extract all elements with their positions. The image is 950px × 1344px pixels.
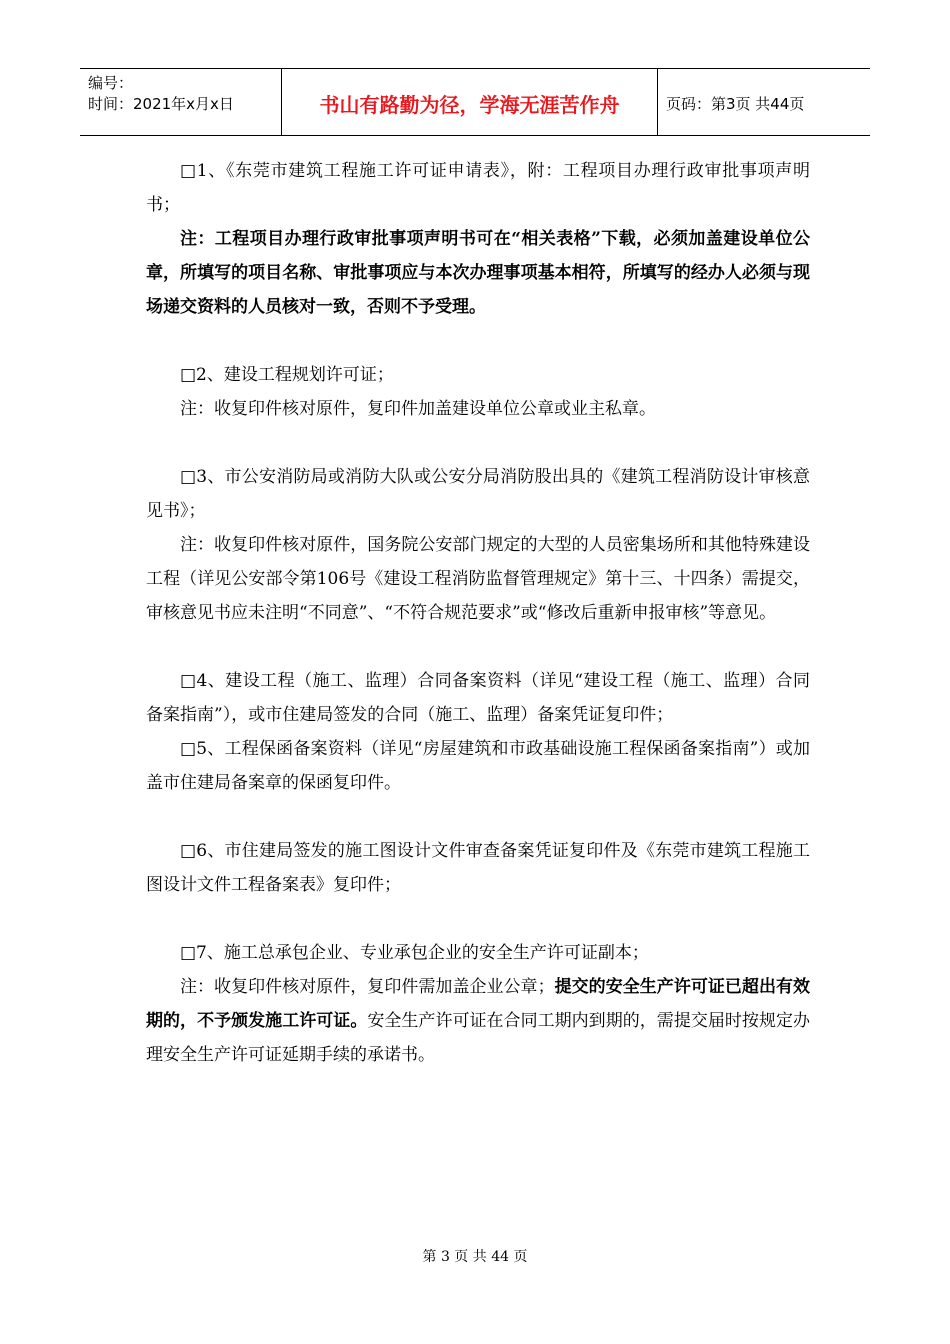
spacer: [146, 426, 810, 460]
item-2: □2、建设工程规划许可证；: [180, 365, 394, 385]
spacer: [146, 800, 810, 834]
header-page-label: 页码：第3页 共44页: [666, 94, 805, 113]
page-header: [80, 68, 870, 136]
item-4: □4、建设工程（施工、监理）合同备案资料（详见“建设工程（施工、监理）合同备案指南”），或市住建局签发的合同（施工、监理）备案凭证复印件；: [146, 671, 810, 725]
header-meta: [80, 69, 282, 135]
item-1: □1、《东莞市建筑工程施工许可证申请表》，附：工程项目办理行政审批事项声明书；: [146, 161, 810, 215]
item-7-note-b: 提交的安全生产许可证已超出有效期的，不予颁发施工许可证。: [146, 977, 811, 1031]
spacer: [146, 902, 810, 936]
spacer: [146, 630, 810, 664]
item-2-note: 注：收复印件核对原件，复印件加盖建设单位公章或业主私章。: [180, 399, 656, 419]
item-1-note: 注：工程项目办理行政审批事项声明书可在“相关表格”下载，必须加盖建设单位公章，所填写的项目名称、审批事项应与本次办理事项基本相符，所填写的经办人必须与现场递交资料的人员核对一致，否则不予受理。: [146, 229, 810, 317]
item-6: □6、市住建局签发的施工图设计文件审查备案凭证复印件及《东莞市建筑工程施工图设计文件工程备案表》复印件；: [146, 841, 810, 895]
document-body: [146, 154, 810, 1072]
item-7-note-c: 安全生产许可证在合同工期内到期的，需提交届时按规定办理安全生产许可证延期手续的承诺书。: [146, 1011, 811, 1065]
page-footer: 第 3 页 共 44 页: [422, 1249, 528, 1265]
item-7-note: [146, 970, 810, 1072]
item-7-note-a: 注：收复印件核对原件，复印件需加盖企业公章；: [180, 977, 555, 997]
header-motto: 书山有路勤为径，学海无涯苦作舟: [282, 69, 658, 135]
spacer: [146, 324, 810, 358]
item-7: □7、施工总承包企业、专业承包企业的安全生产许可证副本；: [180, 943, 649, 963]
item-3-note: 注：收复印件核对原件，国务院公安部门规定的大型的人员密集场所和其他特殊建设工程（详见公安部令第106号《建设工程消防监督管理规定》第十三、十四条）需提交，审核意见书应未注明“不同意”、“不符合规范要求”或“修改后重新申报审核”等意见。: [146, 535, 810, 623]
time-label: 时间：2021年x月x日: [88, 95, 234, 113]
number-label: 编号：: [88, 74, 134, 92]
item-5: □5、工程保函备案资料（详见“房屋建筑和市政基础设施工程保函备案指南”）或加盖市住建局备案章的保函复印件。: [146, 739, 810, 793]
item-3: □3、市公安消防局或消防大队或公安分局消防股出具的《建筑工程消防设计审核意见书》；: [146, 467, 810, 521]
